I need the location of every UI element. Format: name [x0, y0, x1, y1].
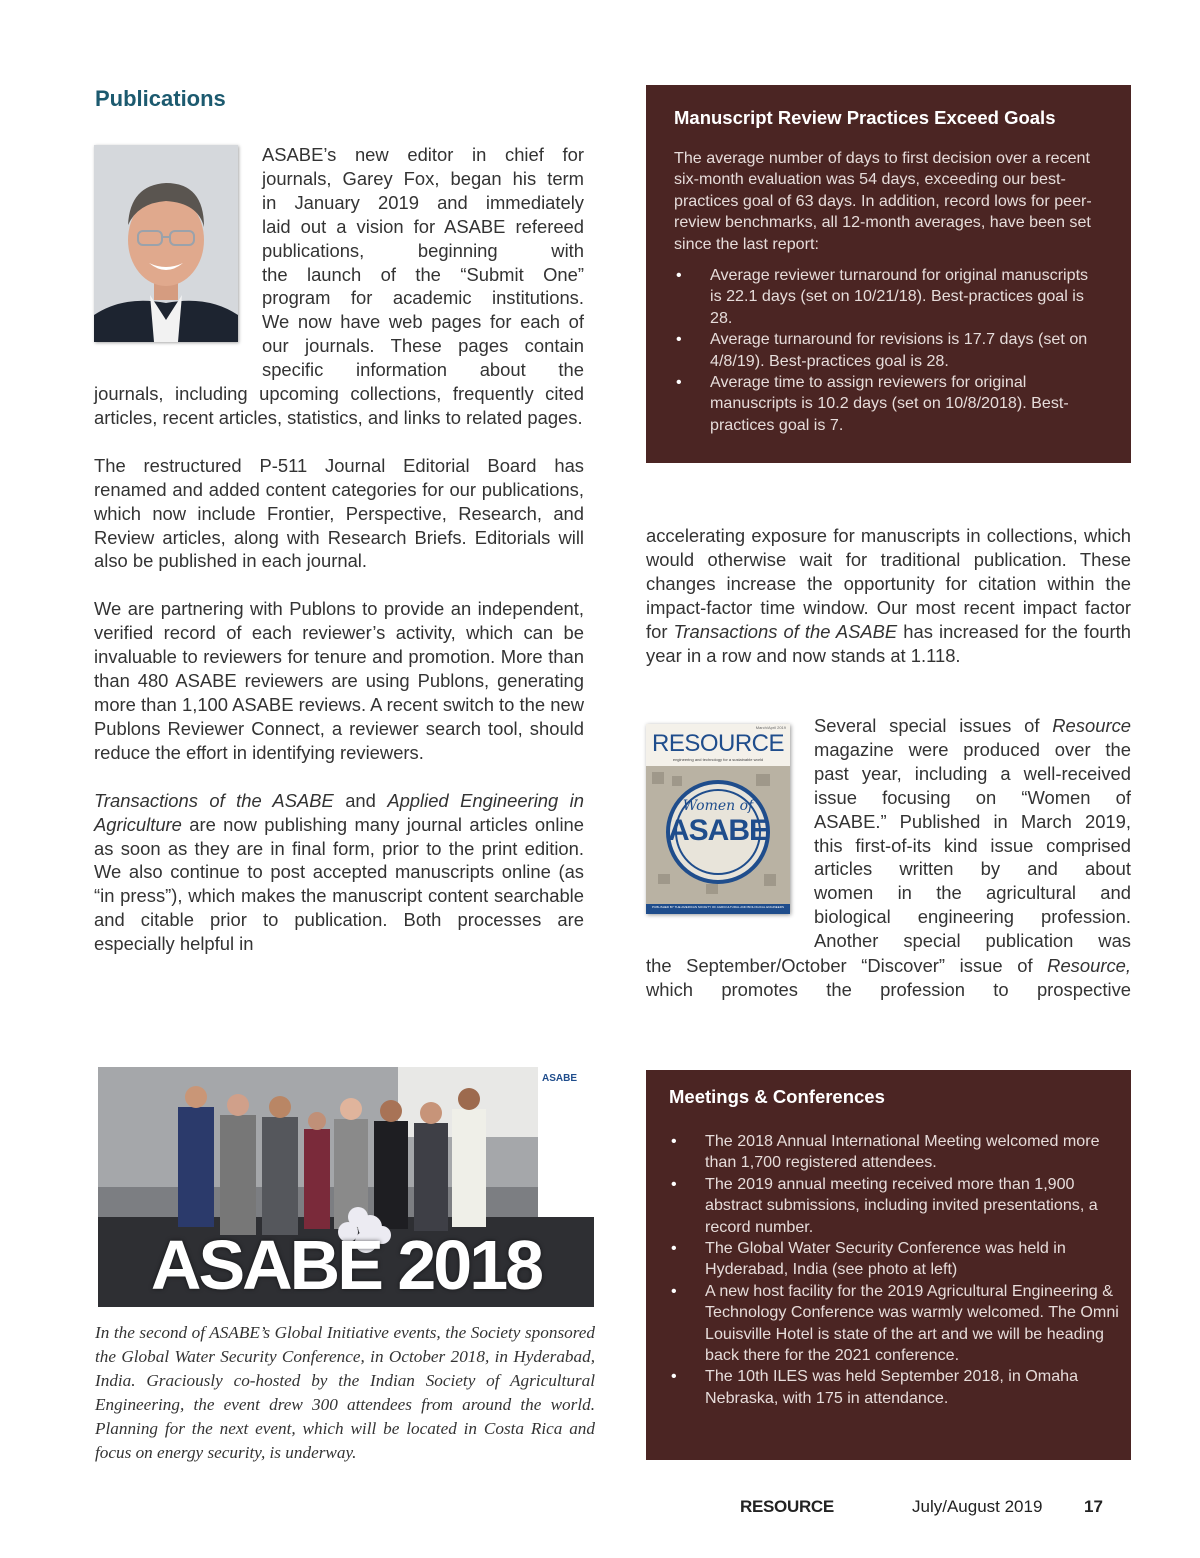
right-column-top	[646, 524, 1131, 691]
list-item: • Average time to assign reviewers for original manuscripts is 10.2 days (set on 10/8/2018). Best-practices goal is 7.	[674, 372, 1104, 436]
paragraph-text: accelerating exposure for manuscripts in collections, which would otherwise wait for traditional publication. These changes increase the opportunity for citation within the impact-factor time window. Our most recent impact factor for	[646, 525, 1131, 642]
journal-title: Transactions of the ASABE	[94, 789, 334, 811]
right-column-bottom	[646, 954, 1131, 1002]
paragraph-publons: We are partnering with Publons to provide an independent, verified record of each reviewer’s activity, which can be invaluable to reviewers for tenure and promotion. More than than 480 ASABE reviewers are using Publons, generating more than 1,100 ASABE reviews. A recent switch to the new Publons Reviewer Connect, a reviewer search tool, should reduce the effort in identifying reviewers.	[94, 598, 584, 763]
page-heading: Publications	[95, 86, 226, 111]
cover-masthead: RESOURCE	[651, 730, 785, 757]
wrap-line: program for academic institutions.	[262, 287, 584, 309]
footer-issue: July/August 2019	[912, 1497, 1043, 1516]
cover-badge-script: Women of	[682, 798, 754, 814]
review-box-list	[674, 265, 1104, 436]
wrap-line: Another special publication was	[814, 930, 1131, 952]
review-box-title: Manuscript Review Practices Exceed Goals	[674, 107, 1056, 128]
meetings-box	[646, 1070, 1131, 1460]
wrap-line: women in the agricultural and	[814, 882, 1131, 904]
wrap-line: issue focusing on “Women of	[814, 786, 1131, 808]
right-wrap-paragraph	[814, 714, 1131, 953]
list-item: • Average turnaround for revisions is 17.7 days (set on 4/8/19). Best-practices goal is 28.	[674, 329, 1104, 372]
paragraph-journals-rest: journals, including upcoming collections, frequently cited articles, recent articles, statistics, and links to related pages.	[94, 383, 584, 428]
list-item: • A new host facility for the 2019 Agricultural Engineering & Technology Conference was warmly welcomed. The Omni Louisville Hotel is state of the art and we will be heading back there for the 2021 conference.	[669, 1281, 1121, 1367]
paragraph-editorial-board: The restructured P-511 Journal Editorial Board has renamed and added content categories for our publications, which now include Frontier, Perspective, Research, and Review articles, along with Research Briefs. Editorials will also be published in each journal.	[94, 454, 584, 572]
wrap-line: ASABE.” Published in March 2019,	[814, 810, 1131, 832]
photo-banner-text: ASABE 2018	[150, 1226, 542, 1304]
wrap-line: We now have web pages for each of	[262, 311, 584, 333]
cover-date: March/April 2019	[755, 725, 786, 730]
wrap-line: the launch of the “Submit One”	[262, 263, 584, 285]
review-box-intro: The average number of days to first decision over a recent six-month evaluation was 54 days, exceeding our best-practices goal of 63 days. In addition, record lows for peer-review benchmarks, all 12-month averages, have been set since the last report:	[674, 149, 1092, 253]
list-item: • Average reviewer turnaround for original manuscripts is 22.1 days (set on 10/21/18). Best-practices goal is 28.	[674, 265, 1104, 329]
magazine-title: Resource,	[1047, 955, 1131, 976]
meetings-box-body	[669, 1131, 1121, 1409]
photo-sign-text: ASABE	[542, 1073, 578, 1084]
wrap-line: this first-of-its kind issue comprised	[814, 834, 1131, 856]
wrap-line: ASABE’s new editor in chief for	[262, 144, 584, 165]
cover-tagline: engineering and technology for a sustainable world	[672, 757, 764, 762]
cover-footer: PUBLISHED BY THE AMERICAN SOCIETY OF AGRICULTURAL AND BIOLOGICAL ENGINEERS	[652, 905, 784, 909]
conference-photo	[98, 1067, 594, 1307]
paragraph-impact-factor	[646, 524, 1131, 667]
wrap-line-text: Several special issues of	[814, 715, 1053, 736]
wrap-line: our journals. These pages contain	[262, 335, 584, 357]
wrap-line: magazine were produced over the	[814, 738, 1131, 760]
cover-badge-text: ASABE	[667, 814, 768, 847]
paragraph-text: the September/October “Discover” issue of	[646, 955, 1048, 976]
footer-magazine: RESOURCE	[740, 1497, 834, 1516]
wrap-line	[814, 714, 1131, 738]
resource-cover-image	[646, 724, 790, 914]
review-box-body	[674, 148, 1104, 436]
paragraph-text: which promotes the profession to prospective	[646, 978, 1131, 1000]
meetings-box-list	[669, 1131, 1121, 1409]
wrap-line: journals, Garey Fox, began his term	[262, 167, 584, 189]
wrap-line: biological engineering profession.	[814, 906, 1131, 928]
left-wrap-paragraph	[262, 143, 584, 382]
wrap-line: specific information about the	[262, 359, 584, 381]
magazine-title: Resource	[1052, 715, 1131, 736]
page-number: 17	[1084, 1497, 1103, 1516]
paragraph-text: are now publishing many journal articles online as soon as they are in final form, prior to the print edition. We also continue to post accepted manuscripts online (as “in press”), which makes the manuscript content searchable and citable prior to publication. Both processes are especially helpful in	[94, 813, 584, 955]
paragraph-text: has increased for the fourth year in a row and now stands at 1.118.	[646, 620, 1131, 666]
paragraph-online-publishing	[94, 789, 584, 956]
list-item: • The 10th ILES was held September 2018, in Omaha Nebraska, with 175 in attendance.	[669, 1366, 1121, 1409]
list-item: • The Global Water Security Conference was held in Hyderabad, India (see photo at left)	[669, 1238, 1121, 1281]
wrap-line: in January 2019 and immediately	[262, 191, 584, 213]
list-item: • The 2018 Annual International Meeting welcomed more than 1,700 registered attendees.	[669, 1131, 1121, 1174]
list-item: • The 2019 annual meeting received more than 1,900 abstract submissions, including invited presentations, a record number.	[669, 1174, 1121, 1238]
meetings-box-title: Meetings & Conferences	[669, 1086, 885, 1107]
photo-caption: In the second of ASABE’s Global Initiative events, the Society sponsored the Global Water Security Conference, in October 2018, in Hyderabad, India. Graciously co-hosted by the Indian Society of Agricultural Engineering, the event drew 300 attendees from around the world. Planning for the next event, which will be located in Costa Rica and focus on energy security, is underway.	[95, 1323, 595, 1462]
wrap-line: laid out a vision for ASABE refereed	[262, 215, 584, 237]
wrap-line: past year, including a well-received	[814, 762, 1131, 784]
editor-portrait	[94, 145, 238, 342]
wrap-line: articles written by and about	[814, 858, 1131, 880]
portrait-image	[94, 145, 238, 342]
wrap-line: publications, beginning with	[262, 239, 584, 261]
journal-title: Transactions of the ASABE	[673, 620, 898, 642]
left-column	[94, 382, 584, 980]
conjunction: and	[333, 789, 388, 811]
review-practices-box	[646, 85, 1131, 463]
journal-title: Applied Engineering in Agriculture	[94, 789, 584, 835]
